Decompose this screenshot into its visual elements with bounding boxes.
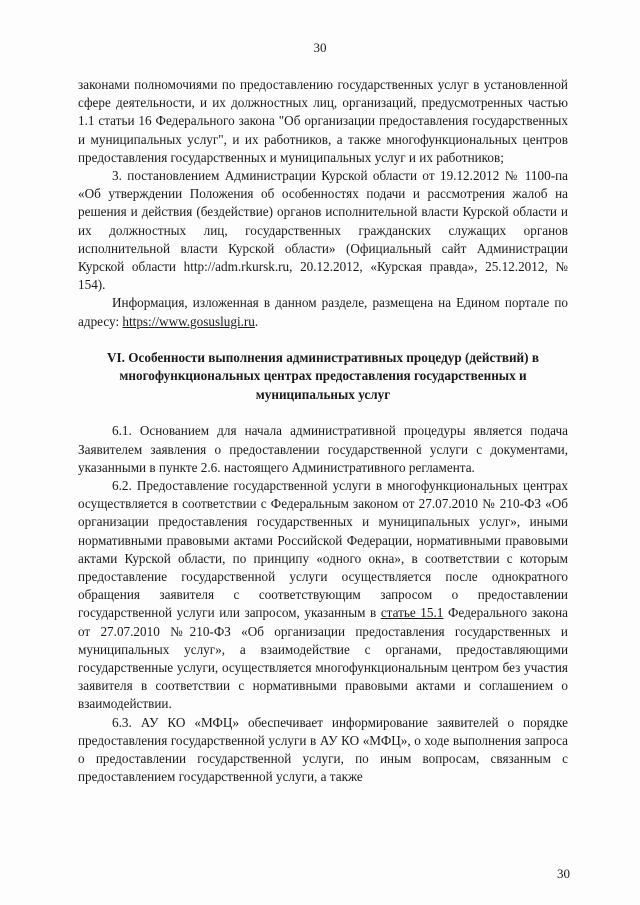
portal-info-text: Информация, изложенная в данном разделе, размещена на Едином портале по адресу:	[78, 295, 568, 329]
paragraph-6-2-text: 6.2. Предоставление государственной услуги в многофункциональных центрах осуществляется в соответствии с Федеральным законом от 27.07.2010 № 210-ФЗ «Об организации предоставления государственных и муниципальных услуг», иными нормативными правовыми актами Российской Федерации, нормативными правовыми актами Курской области, по принципу «одного окна», в соответствии с которым предоставление государственной услуги осуществляется после однократного обращения заявителя с соответствующим запросом о предоставлении государственной услуги или запросом, указанным в	[78, 477, 568, 621]
spacer	[78, 331, 568, 349]
article-15-1-link[interactable]: статье 15.1	[380, 605, 444, 621]
section-heading-vi: VI. Особенности выполнения административных процедур (действий) в многофункциональных центрах предоставления государственных и муниципальных услуг	[107, 349, 539, 402]
gosuslugi-link[interactable]: https://www.gosuslugi.ru	[122, 313, 255, 329]
page-number-bottom: 30	[557, 866, 570, 881]
paragraph-laws-continuation: законами полномочиями по предоставлению государственных услуг в установленной сфере деятельности, и их должностных лиц, организаций, предусмотренных частью 1.1 статьи 16 Федерального закона "Об организации предоставления государственных и муниципальных услуг", и их работников, а также многофункциональных центров предоставления государственных и муниципальных услуг и их работников;	[78, 77, 568, 165]
paragraph-6-2	[78, 477, 568, 714]
paragraph-6-2-end: Федерального закона от 27.07.2010 №210-ФЗ «Об организации предоставления государственных и муниципальных услуг», а взаимодействие с органами, предоставляющими государственные услуги, осуществляется многофункциональным центром без участия заявителя в соответствии с нормативными правовыми актами и соглашением о взаимодействии.	[78, 605, 568, 712]
portal-info-end: .	[254, 313, 259, 329]
document-body	[78, 76, 568, 786]
paragraph-6-3: 6.3. АУ КО «МФЦ» обеспечивает информирование заявителей о порядке предоставления государственной услуги в АУ КО «МФЦ», о ходе выполнения запроса о предоставлении государственной услуги, по иным вопросам, связанным с предоставлением государственной услуги, а также	[78, 714, 568, 785]
page-number-top: 30	[313, 40, 327, 55]
paragraph-6-1: 6.1. Основанием для начала административной процедуры является подача Заявителем заявления о предоставлении государственной услуги с документами, указанными в пункте 2.6. настоящего Административного регламента.	[78, 423, 568, 475]
spacer	[78, 404, 568, 422]
paragraph-resolution-kursk: 3. постановлением Администрации Курской области от 19.12.2012 № 1100-па «Об утверждении Положения об особенностях подачи и рассмотрения жалоб на решения и действия (бездействие) органов исполнительной власти Курской области и их должностных лиц, государственных гражданских служащих органов исполнительной власти Курской области» (Официальный сайт Администрации Курской области http://adm.rkursk.ru, 20.12.2012, «Курская правда», 25.12.2012, № 154).	[78, 168, 568, 293]
paragraph-portal-info	[78, 294, 568, 330]
